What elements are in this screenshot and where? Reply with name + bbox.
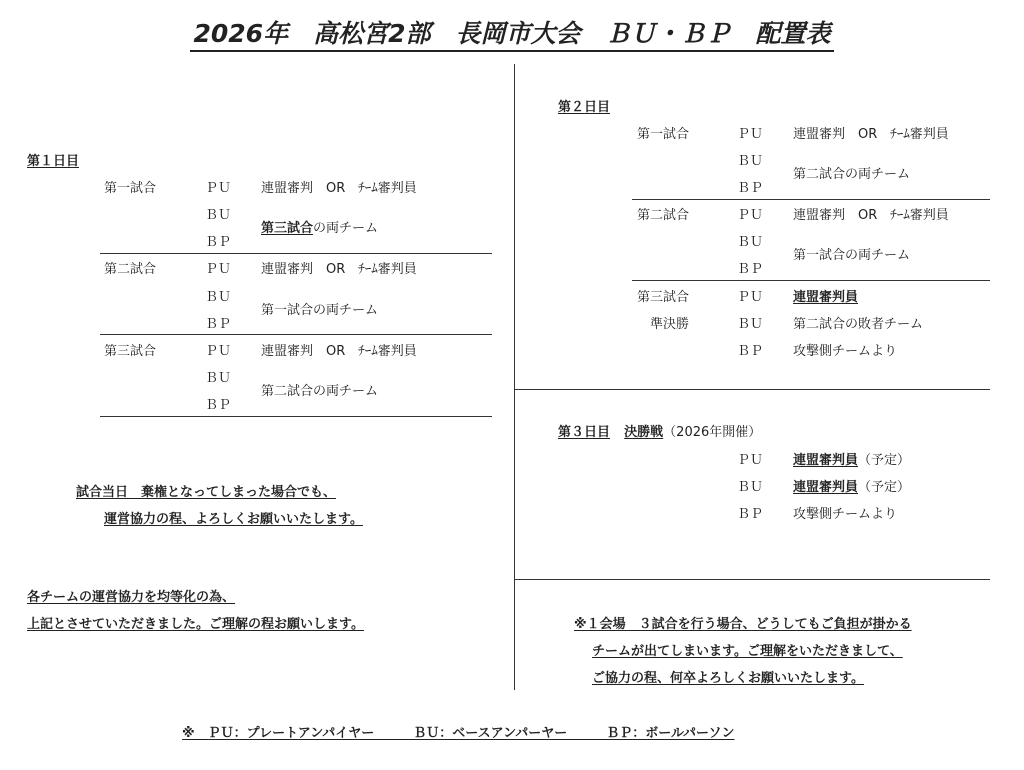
day1-game3-pu-value: 連盟審判 OR ﾁｰﾑ審判員 [261, 344, 417, 359]
page-title: 2026年 高松宮2部 長岡市大会 ＢＵ・ＢＰ 配置表 [0, 14, 1024, 50]
day3-bu-label: ＢＵ [737, 480, 764, 495]
day1-game3-bu-label: ＢＵ [205, 371, 232, 386]
day3-header-row [558, 421, 761, 440]
day3-bp-label: ＢＰ [737, 507, 764, 522]
day1-game2-bu-label: ＢＵ [205, 290, 232, 305]
day2-game3-round: 準決勝 [650, 317, 690, 332]
day1-game2-pu-label: ＰＵ [205, 262, 232, 277]
day2-game2-bubp-value: 第一試合の両チーム [793, 248, 911, 263]
day1-game1-bubp-value [261, 217, 378, 236]
equal-notice-line1: 各チームの運営協力を均等化の為、 [27, 590, 236, 605]
day1-game3-bp-label: ＢＰ [205, 398, 232, 413]
day1-game2-rule [100, 334, 492, 335]
day2-game3-pu-label: ＰＵ [737, 290, 764, 305]
day2-game3-bu-value: 第二試合の敗者チーム [793, 317, 924, 332]
day2-game3-bp-label: ＢＰ [737, 344, 764, 359]
day1-game1-bubp-rest: の両チーム [313, 221, 379, 236]
day1-game3-pu-label: ＰＵ [205, 344, 232, 359]
equal-notice-line2: 上記とさせていただきました。ご理解の程お願いします。 [27, 617, 364, 632]
day2-bottom-rule [515, 389, 990, 390]
day2-game1-name: 第一試合 [637, 127, 690, 142]
day3-pu-note: （予定） [858, 453, 911, 468]
day2-game2-bp-label: ＢＰ [737, 262, 764, 277]
day3-bottom-rule [515, 579, 990, 580]
day2-game2-rule [632, 280, 990, 281]
day1-header: 第１日目 [27, 154, 80, 169]
abbreviation-legend: ※ ＰＵ：プレートアンパイヤー ＢＵ：ベースアンパーヤー ＢＰ：ボールパーソン [182, 726, 735, 741]
venue-notice-line1: ※１会場 ３試合を行う場合、どうしてもご負担が掛かる [574, 617, 912, 632]
day2-game1-bp-label: ＢＰ [737, 181, 764, 196]
day1-game2-bp-label: ＢＰ [205, 317, 232, 332]
day2-game2-bu-label: ＢＵ [737, 235, 764, 250]
forfeit-notice-line1: 試合当日 棄権となってしまった場合でも、 [76, 485, 337, 500]
day2-game1-bu-label: ＢＵ [737, 154, 764, 169]
day2-game1-rule [632, 199, 990, 200]
day2-game2-pu-value: 連盟審判 OR ﾁｰﾑ審判員 [793, 208, 949, 223]
day1-game3-name: 第三試合 [104, 344, 157, 359]
day1-game2-bubp-value: 第一試合の両チーム [261, 303, 379, 318]
day3-header: 第３日目 [558, 425, 611, 440]
forfeit-notice-line2: 運営協力の程、よろしくお願いいたします。 [104, 512, 363, 527]
day3-note: （2026年開催） [663, 425, 762, 440]
day2-game2-pu-label: ＰＵ [737, 208, 764, 223]
day3-bu-note: （予定） [858, 480, 911, 495]
day1-game1-bp-label: ＢＰ [205, 235, 232, 250]
column-divider [514, 64, 515, 690]
day3-final: 決勝戦 [624, 425, 664, 440]
day1-game1-bu-label: ＢＵ [205, 208, 232, 223]
day1-game1-pu-label: ＰＵ [205, 181, 232, 196]
day1-game3-bubp-value: 第二試合の両チーム [261, 384, 379, 399]
day2-header: 第２日目 [558, 100, 611, 115]
day1-game1-rule [100, 253, 492, 254]
day1-game1-pu-value: 連盟審判 OR ﾁｰﾑ審判員 [261, 181, 417, 196]
day2-game1-pu-label: ＰＵ [737, 127, 764, 142]
day3-pu-row [793, 449, 910, 468]
day2-game3-name: 第三試合 [637, 290, 690, 305]
day2-game1-pu-value: 連盟審判 OR ﾁｰﾑ審判員 [793, 127, 949, 142]
day1-game2-name: 第二試合 [104, 262, 157, 277]
day3-bp-value: 攻撃側チームより [793, 507, 898, 522]
day2-game3-bp-value: 攻撃側チームより [793, 344, 898, 359]
venue-notice-line3: ご協力の程、何卒よろしくお願いいたします。 [592, 671, 864, 686]
day1-game1-bubp-bold: 第三試合 [261, 221, 314, 236]
day2-game2-name: 第二試合 [637, 208, 690, 223]
day2-game1-bubp-value: 第二試合の両チーム [793, 167, 911, 182]
day1-game1-name: 第一試合 [104, 181, 157, 196]
venue-notice-line2: チームが出てしまいます。ご理解をいただきまして、 [592, 644, 903, 659]
day3-pu-value: 連盟審判員 [793, 453, 859, 468]
day2-game3-pu-value: 連盟審判員 [793, 290, 859, 305]
day2-game3-bu-label: ＢＵ [737, 317, 764, 332]
day1-game3-rule [100, 416, 492, 417]
day3-pu-label: ＰＵ [737, 453, 764, 468]
day1-game2-pu-value: 連盟審判 OR ﾁｰﾑ審判員 [261, 262, 417, 277]
day3-bu-value: 連盟審判員 [793, 480, 859, 495]
day3-bu-row [793, 476, 910, 495]
